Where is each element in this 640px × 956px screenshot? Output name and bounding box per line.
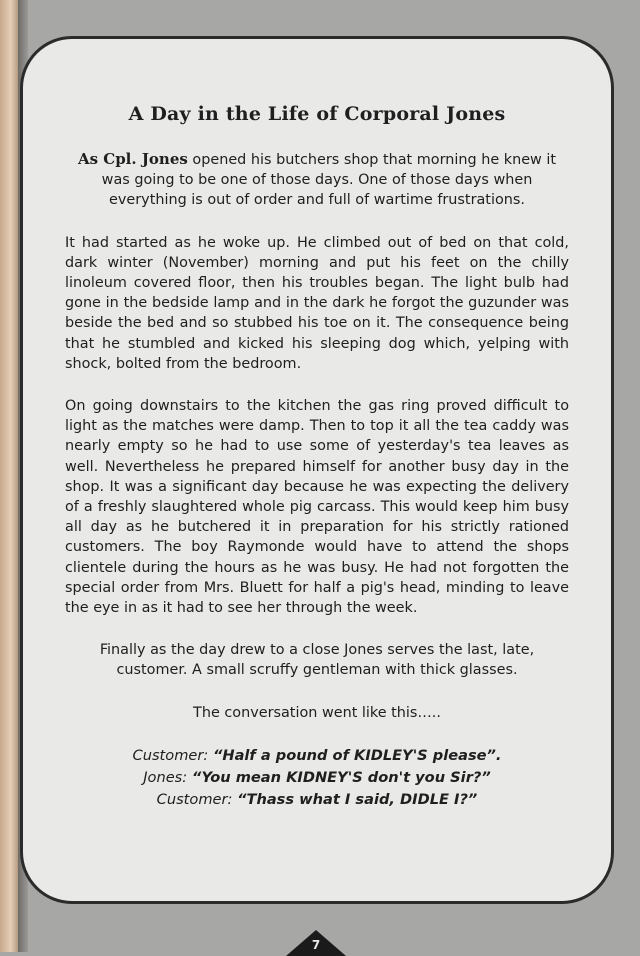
dialogue-speech: “Thass what I said, DIDLE I?” [237,790,478,808]
story-title: A Day in the Life of Corporal Jones [128,103,506,125]
paragraph-1 [65,149,569,211]
dialogue-speaker: Jones: [143,768,188,786]
dialogue-speaker: Customer: [132,746,209,764]
dialogue-speech: “Half a pound of KIDLEY'S please”. [212,746,502,764]
lead-name: As Cpl. Jones [77,150,188,168]
paragraph-1-text: opened his butchers shop that morning he knew it was going to be one of those days. One of those days when everything is out of order and full of wartime frustrations. [101,152,557,209]
dialogue-line [65,745,569,767]
paragraph-3: On going downstairs to the kitchen the gas ring proved difficult to light as the matches were damp. Then to top it all the tea caddy was nearly empty so he had to use some of yesterday's tea leaves as well. Nevertheless he prepared himself for another busy day in the shop. It was a significant day because he was expecting the delivery of a freshly slaughtered whole pig carcass. This would keep him busy all day as he butchered it in preparation for his strictly rationed customers. The boy Raymonde would have to attend the shops clientele during the hours as he was busy. He had not forgotten the special order from Mrs. Bluett for half a pig's head, minding to leave the eye in as it had to see her through the week. [65,398,569,617]
paragraph-5: The conversation went like this….. [193,704,441,721]
dialogue [65,745,569,811]
dialogue-line [65,767,569,789]
dialogue-speaker: Customer: [156,790,233,808]
page-number: 7 [311,938,321,952]
book-page-edge [0,0,18,952]
dialogue-speech: “You mean KIDNEY'S don't you Sir?” [191,768,491,786]
paragraph-4: Finally as the day drew to a close Jones serves the last, late, customer. A small scruffy gentleman with thick glasses. [99,642,535,679]
dialogue-line [65,789,569,811]
paragraph-2: It had started as he woke up. He climbed out of bed on that cold, dark winter (November) morning and put his feet on the chilly linoleum covered floor, then his troubles began. The light bulb had gone in the bedside lamp and in the dark he forgot the guzunder was beside the bed and so stubbed his toe on it. The consequence being that he stumbled and kicked his sleeping dog which, yelping with shock, bolted from the bedroom. [65,234,569,372]
story-panel [20,36,614,904]
